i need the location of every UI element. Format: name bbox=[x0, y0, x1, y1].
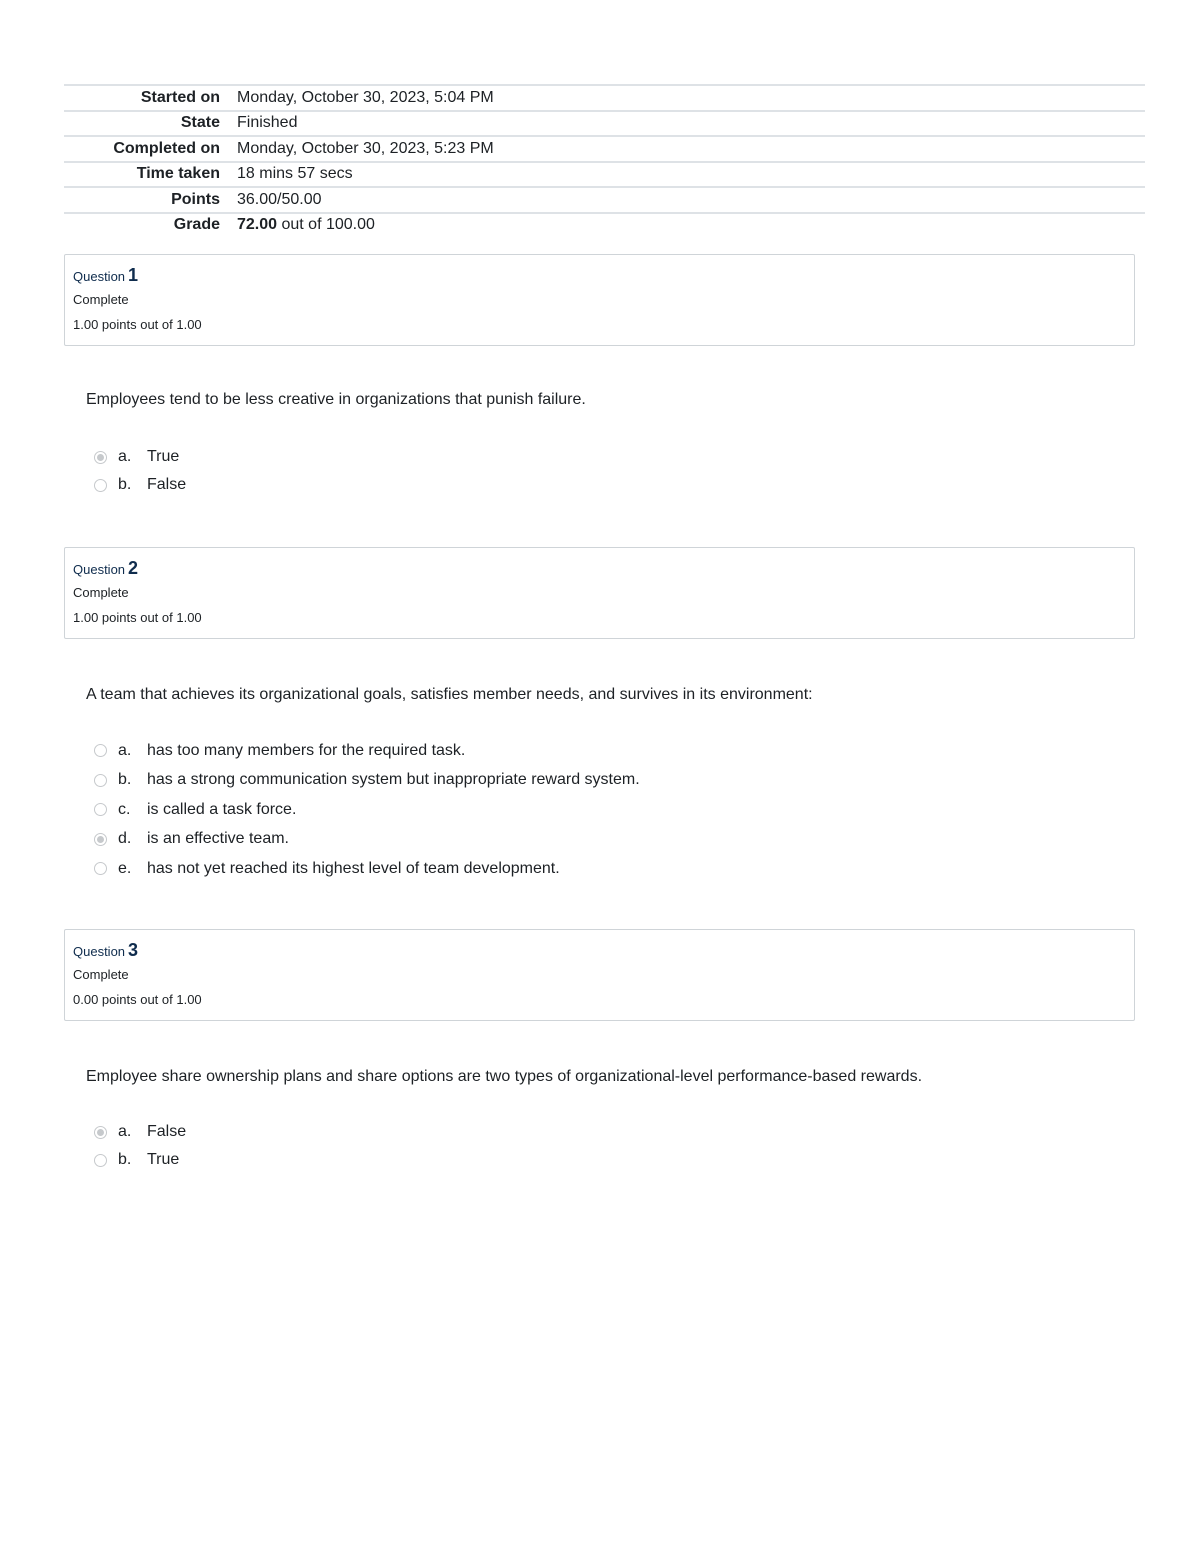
grade-suffix: out of 100.00 bbox=[277, 216, 375, 234]
question-grade: 0.00 points out of 1.00 bbox=[73, 992, 202, 1007]
answer-letter: b. bbox=[118, 476, 132, 493]
question-number-value: 1 bbox=[128, 265, 139, 285]
answer-letter: b. bbox=[118, 771, 132, 789]
summary-row-started-on bbox=[64, 86, 1145, 112]
answer-letter: c. bbox=[118, 800, 131, 818]
question-prefix: Question bbox=[73, 944, 126, 959]
question-info-box bbox=[64, 254, 1135, 346]
answer-option[interactable] bbox=[94, 1118, 186, 1146]
answer-label: False bbox=[147, 1123, 187, 1140]
answer-letter: a. bbox=[118, 741, 132, 759]
question-state: Complete bbox=[73, 585, 129, 600]
question-state: Complete bbox=[73, 967, 129, 982]
answer-label: True bbox=[147, 448, 180, 465]
question-number bbox=[73, 263, 1126, 287]
question-state: Complete bbox=[73, 292, 129, 307]
summary-row-time-taken bbox=[64, 163, 1145, 189]
answer-label: has too many members for the required task. bbox=[147, 741, 466, 759]
radio-icon[interactable] bbox=[94, 774, 107, 787]
answer-label: is an effective team. bbox=[147, 830, 289, 848]
answer-label: has a strong communication system but inappropriate reward system. bbox=[147, 771, 640, 789]
answer-letter: a. bbox=[118, 448, 132, 465]
answer-letter: a. bbox=[118, 1123, 132, 1140]
summary-value: Monday, October 30, 2023, 5:04 PM bbox=[237, 88, 494, 106]
answer-letter: d. bbox=[118, 830, 132, 848]
question-grade: 1.00 points out of 1.00 bbox=[73, 317, 202, 332]
answer-option[interactable] bbox=[94, 1146, 186, 1174]
question-info-box bbox=[64, 547, 1135, 639]
radio-icon[interactable] bbox=[94, 479, 107, 492]
summary-value: 18 mins 57 secs bbox=[237, 165, 353, 183]
summary-row-state bbox=[64, 112, 1145, 138]
summary-label: Completed on bbox=[113, 139, 220, 157]
answer-option[interactable] bbox=[94, 766, 640, 796]
radio-selected-icon[interactable] bbox=[94, 833, 107, 846]
answer-option[interactable] bbox=[94, 854, 640, 884]
summary-label: Started on bbox=[140, 88, 220, 106]
answer-letter: e. bbox=[118, 859, 132, 877]
summary-label: State bbox=[180, 114, 220, 132]
summary-value: Monday, October 30, 2023, 5:23 PM bbox=[237, 139, 494, 157]
question-text: Employees tend to be less creative in organizations that punish failure. bbox=[86, 391, 586, 408]
answer-label: True bbox=[147, 1151, 180, 1168]
answer-label: has not yet reached its highest level of team development. bbox=[147, 859, 560, 877]
summary-value: Finished bbox=[237, 114, 298, 132]
question-info-box bbox=[64, 929, 1135, 1021]
radio-icon[interactable] bbox=[94, 862, 107, 875]
radio-icon[interactable] bbox=[94, 1154, 107, 1167]
answer-option[interactable] bbox=[94, 471, 186, 499]
summary-value bbox=[237, 216, 375, 234]
answer-list bbox=[94, 736, 640, 884]
radio-selected-icon[interactable] bbox=[94, 451, 107, 464]
answer-option[interactable] bbox=[94, 736, 640, 766]
answer-option[interactable] bbox=[94, 795, 640, 825]
question-number-value: 2 bbox=[128, 558, 139, 578]
summary-value: 36.00/50.00 bbox=[237, 190, 322, 208]
radio-selected-icon[interactable] bbox=[94, 1126, 107, 1139]
answer-list bbox=[94, 1118, 186, 1174]
question-text: Employee share ownership plans and share options are two types of organizational-level performance-based rewards. bbox=[86, 1068, 923, 1085]
summary-row-grade bbox=[64, 214, 1145, 238]
radio-icon[interactable] bbox=[94, 744, 107, 757]
question-number bbox=[73, 556, 1126, 580]
grade-score: 72.00 bbox=[237, 216, 278, 234]
question-prefix: Question bbox=[73, 269, 126, 284]
summary-label: Points bbox=[171, 190, 220, 208]
summary-row-completed-on bbox=[64, 137, 1145, 163]
answer-label: is called a task force. bbox=[147, 800, 297, 818]
summary-row-points bbox=[64, 188, 1145, 214]
question-number bbox=[73, 938, 1126, 962]
answer-option[interactable] bbox=[94, 825, 640, 855]
answer-label: False bbox=[147, 476, 187, 493]
question-text: A team that achieves its organizational goals, satisfies member needs, and survives in its environment: bbox=[86, 686, 813, 703]
answer-option[interactable] bbox=[94, 443, 186, 471]
answer-letter: b. bbox=[118, 1151, 132, 1168]
summary-label: Time taken bbox=[136, 165, 220, 183]
question-grade: 1.00 points out of 1.00 bbox=[73, 610, 202, 625]
question-prefix: Question bbox=[73, 562, 126, 577]
answer-list bbox=[94, 443, 186, 499]
summary-label: Grade bbox=[173, 216, 220, 234]
attempt-summary-table bbox=[64, 84, 1145, 237]
question-number-value: 3 bbox=[128, 940, 139, 960]
radio-icon[interactable] bbox=[94, 803, 107, 816]
